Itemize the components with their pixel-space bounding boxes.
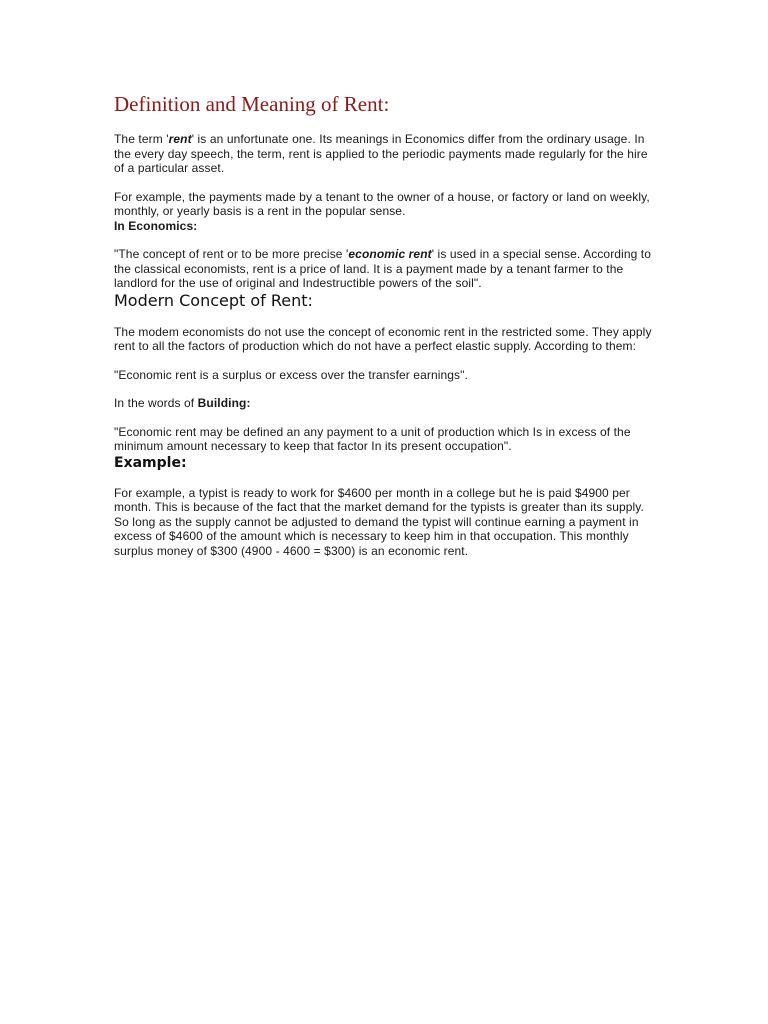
paragraph-words-of-building — [114, 396, 654, 411]
page-title: Definition and Meaning of Rent: — [114, 92, 390, 116]
paragraph-transfer-earnings: "Economic rent is a surplus or excess over the transfer earnings". — [114, 367, 468, 382]
document-page — [114, 90, 654, 558]
paragraph-rent-term-after: ' is an unfortunate one. Its meanings in Economics differ from the ordinary usage. In the every day speech, the term, rent is applied to the periodic payments made regularly for the hire of a particular asset. — [114, 132, 648, 175]
economic-rent-emphasis: economic rent — [348, 247, 432, 261]
paragraph-modern-economists: The modem economists do not use the concept of economic rent in the restricted some. They apply rent to all the factors of production which do not have a perfect elastic supply. According to them: — [114, 324, 652, 353]
paragraph-example-tenant: For example, the payments made by a tenant to the owner of a house, or factory or land on weekly, monthly, or yearly basis is a rent in the popular sense. — [114, 189, 650, 218]
paragraph-building-quote: "Economic rent may be defined an any payment to a unit of production which Is in excess of the minimum amount necessary to keep that factor In its present occupation". — [114, 424, 631, 453]
heading-in-economics: In Economics: — [114, 218, 198, 233]
words-of-before: In the words of — [114, 396, 198, 410]
paragraph-economic-rent-before: "The concept of rent or to be more precise ' — [114, 247, 349, 261]
paragraph-typist-example: For example, a typist is ready to work for $4600 per month in a college but he is paid $4900 per month. This is because of the fact that the market demand for the typists is greater than its supply. So long as the supply cannot be adjusted to demand the typist will continue earning a payment in excess of $4600 of the amount which is necessary to keep him in that occupation. This monthly surplus money of $300 (4900 - 4600 = $300) is an economic rent. — [114, 485, 644, 558]
heading-example: Example: — [114, 454, 187, 471]
heading-modern-concept: Modern Concept of Rent: — [114, 290, 313, 310]
rent-term-emphasis: rent — [168, 132, 192, 146]
paragraph-economic-rent-concept — [114, 247, 654, 291]
building-emphasis: Building: — [197, 396, 251, 410]
paragraph-economic-rent-after: ' is used in a special sense. According to the classical economists, rent is a price of land. It is a payment made by a tenant farmer to the landlord for the use of original and Indestructible powers of the soil". — [114, 247, 652, 290]
paragraph-rent-term-before: The term ' — [114, 132, 169, 146]
paragraph-rent-term — [114, 132, 654, 176]
